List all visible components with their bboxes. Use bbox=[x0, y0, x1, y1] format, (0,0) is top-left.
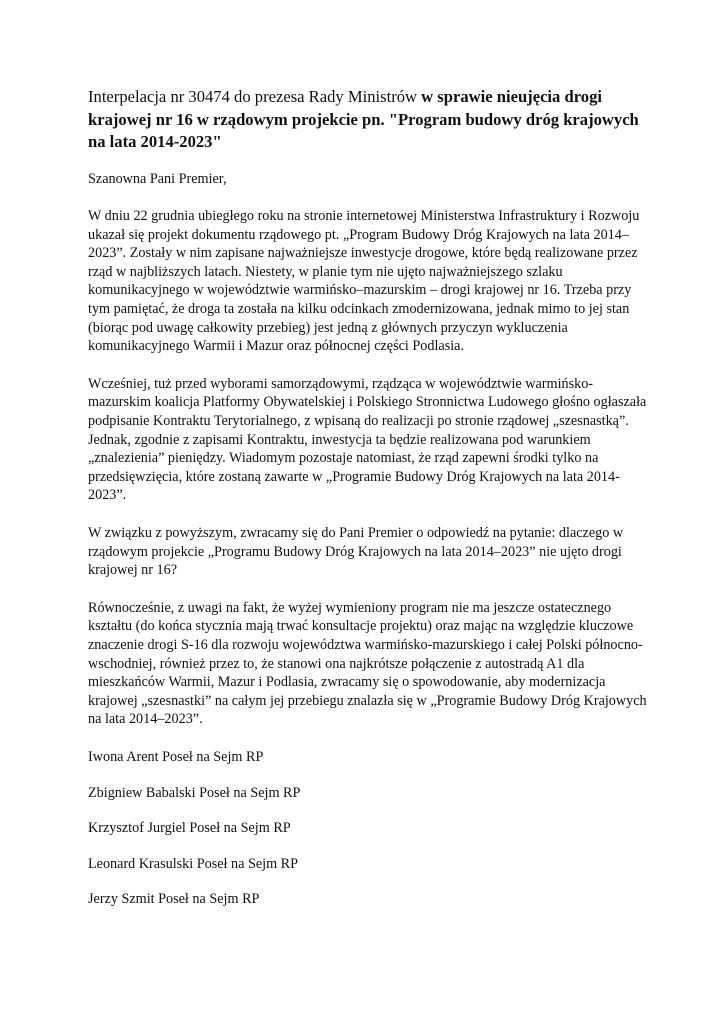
signature-line: Zbigniew Babalski Poseł na Sejm RP bbox=[88, 784, 301, 801]
document-page bbox=[88, 86, 648, 926]
body-paragraph: W związku z powyższym, zwracamy się do Pani Premier o odpowiedź na pytanie: dlaczego w rządowym projekcie „Programu Budowy Dróg Krajowych na lata 2014–2023” nie ujęto drogi krajowej nr 16? bbox=[88, 525, 624, 579]
signature-line: Krzysztof Jurgiel Poseł na Sejm RP bbox=[88, 820, 291, 837]
signature-line: Jerzy Szmit Poseł na Sejm RP bbox=[88, 891, 260, 908]
title-regular: Interpelacja nr 30474 do prezesa Rady Ministrów bbox=[88, 87, 422, 106]
body-paragraph: Równocześnie, z uwagi na fakt, że wyżej wymieniony program nie ma jeszcze ostatecznego kształtu (do końca stycznia mają trwać konsultacje projektu) oraz mając na względzie kluczowe znaczenie drogi S-16 dla rozwoju województwa warmińsko-mazurskiego i całej Polski północno-wschodniej, również przez to, że stanowi ona najkrótsze połączenie z autostradą A1 dla mieszkańców Warmii, Mazur i Podlasia, zwracamy się o spowodowanie, aby modernizacja krajowej „szesnastki” na całym jej przebiegu znalazła się w „Programie Budowy Dróg Krajowych na lata 2014–2023”. bbox=[88, 599, 647, 728]
body-paragraph: W dniu 22 grudnia ubiegłego roku na stronie internetowej Ministerstwa Infrastruktury i Rozwoju ukazał się projekt dokumentu rządowego pt. „Program Budowy Dróg Krajowych na lata 2014–2023”. Zostały w nim zapisane najważniejsze inwestycje drogowe, które będą realizowane przez rząd w najbliższych latach. Niestety, w planie tym nie ujęto najważniejszego szlaku komunikacyjnego w województwie warmińsko–mazurskim – drogi krajowej nr 16. Trzeba przy tym pamiętać, że droga ta została na kilku odcinkach zmodernizowana, jednak mimo to jej stan (biorąc pod uwagę całkowity przebieg) jest jedną z głównych przyczyn wykluczenia komunikacyjnego Warmii i Mazur oraz północnej części Podlasia. bbox=[88, 208, 640, 355]
signature-line: Leonard Krasulski Poseł na Sejm RP bbox=[88, 855, 299, 872]
title-bold: w sprawie nieujęcia drogi krajowej nr 16 w rządowym projekcie pn. "Program budowy dróg krajowych na lata 2014-2023" bbox=[88, 87, 639, 151]
salutation: Szanowna Pani Premier, bbox=[88, 170, 227, 187]
signature-line: Iwona Arent Poseł na Sejm RP bbox=[88, 748, 264, 765]
body-paragraph: Wcześniej, tuż przed wyborami samorządowymi, rządząca w województwie warmińsko-mazurskim koalicja Platformy Obywatelskiej i Polskiego Stronnictwa Ludowego głośno ogłaszała podpisanie Kontraktu Terytorialnego, z wpisaną do realizacji po stronie rządowej „szesnastką”. Jednak, zgodnie z zapisami Kontraktu, inwestycja ta będzie realizowana pod warunkiem „znalezienia” pieniędzy. Wiadomym pozostaje natomiast, że rząd zapewni środki tylko na przedsięwzięcia, które zostaną zawarte w „Programie Budowy Dróg Krajowych na lata 2014-2023”. bbox=[88, 375, 647, 504]
document-title bbox=[88, 86, 648, 154]
